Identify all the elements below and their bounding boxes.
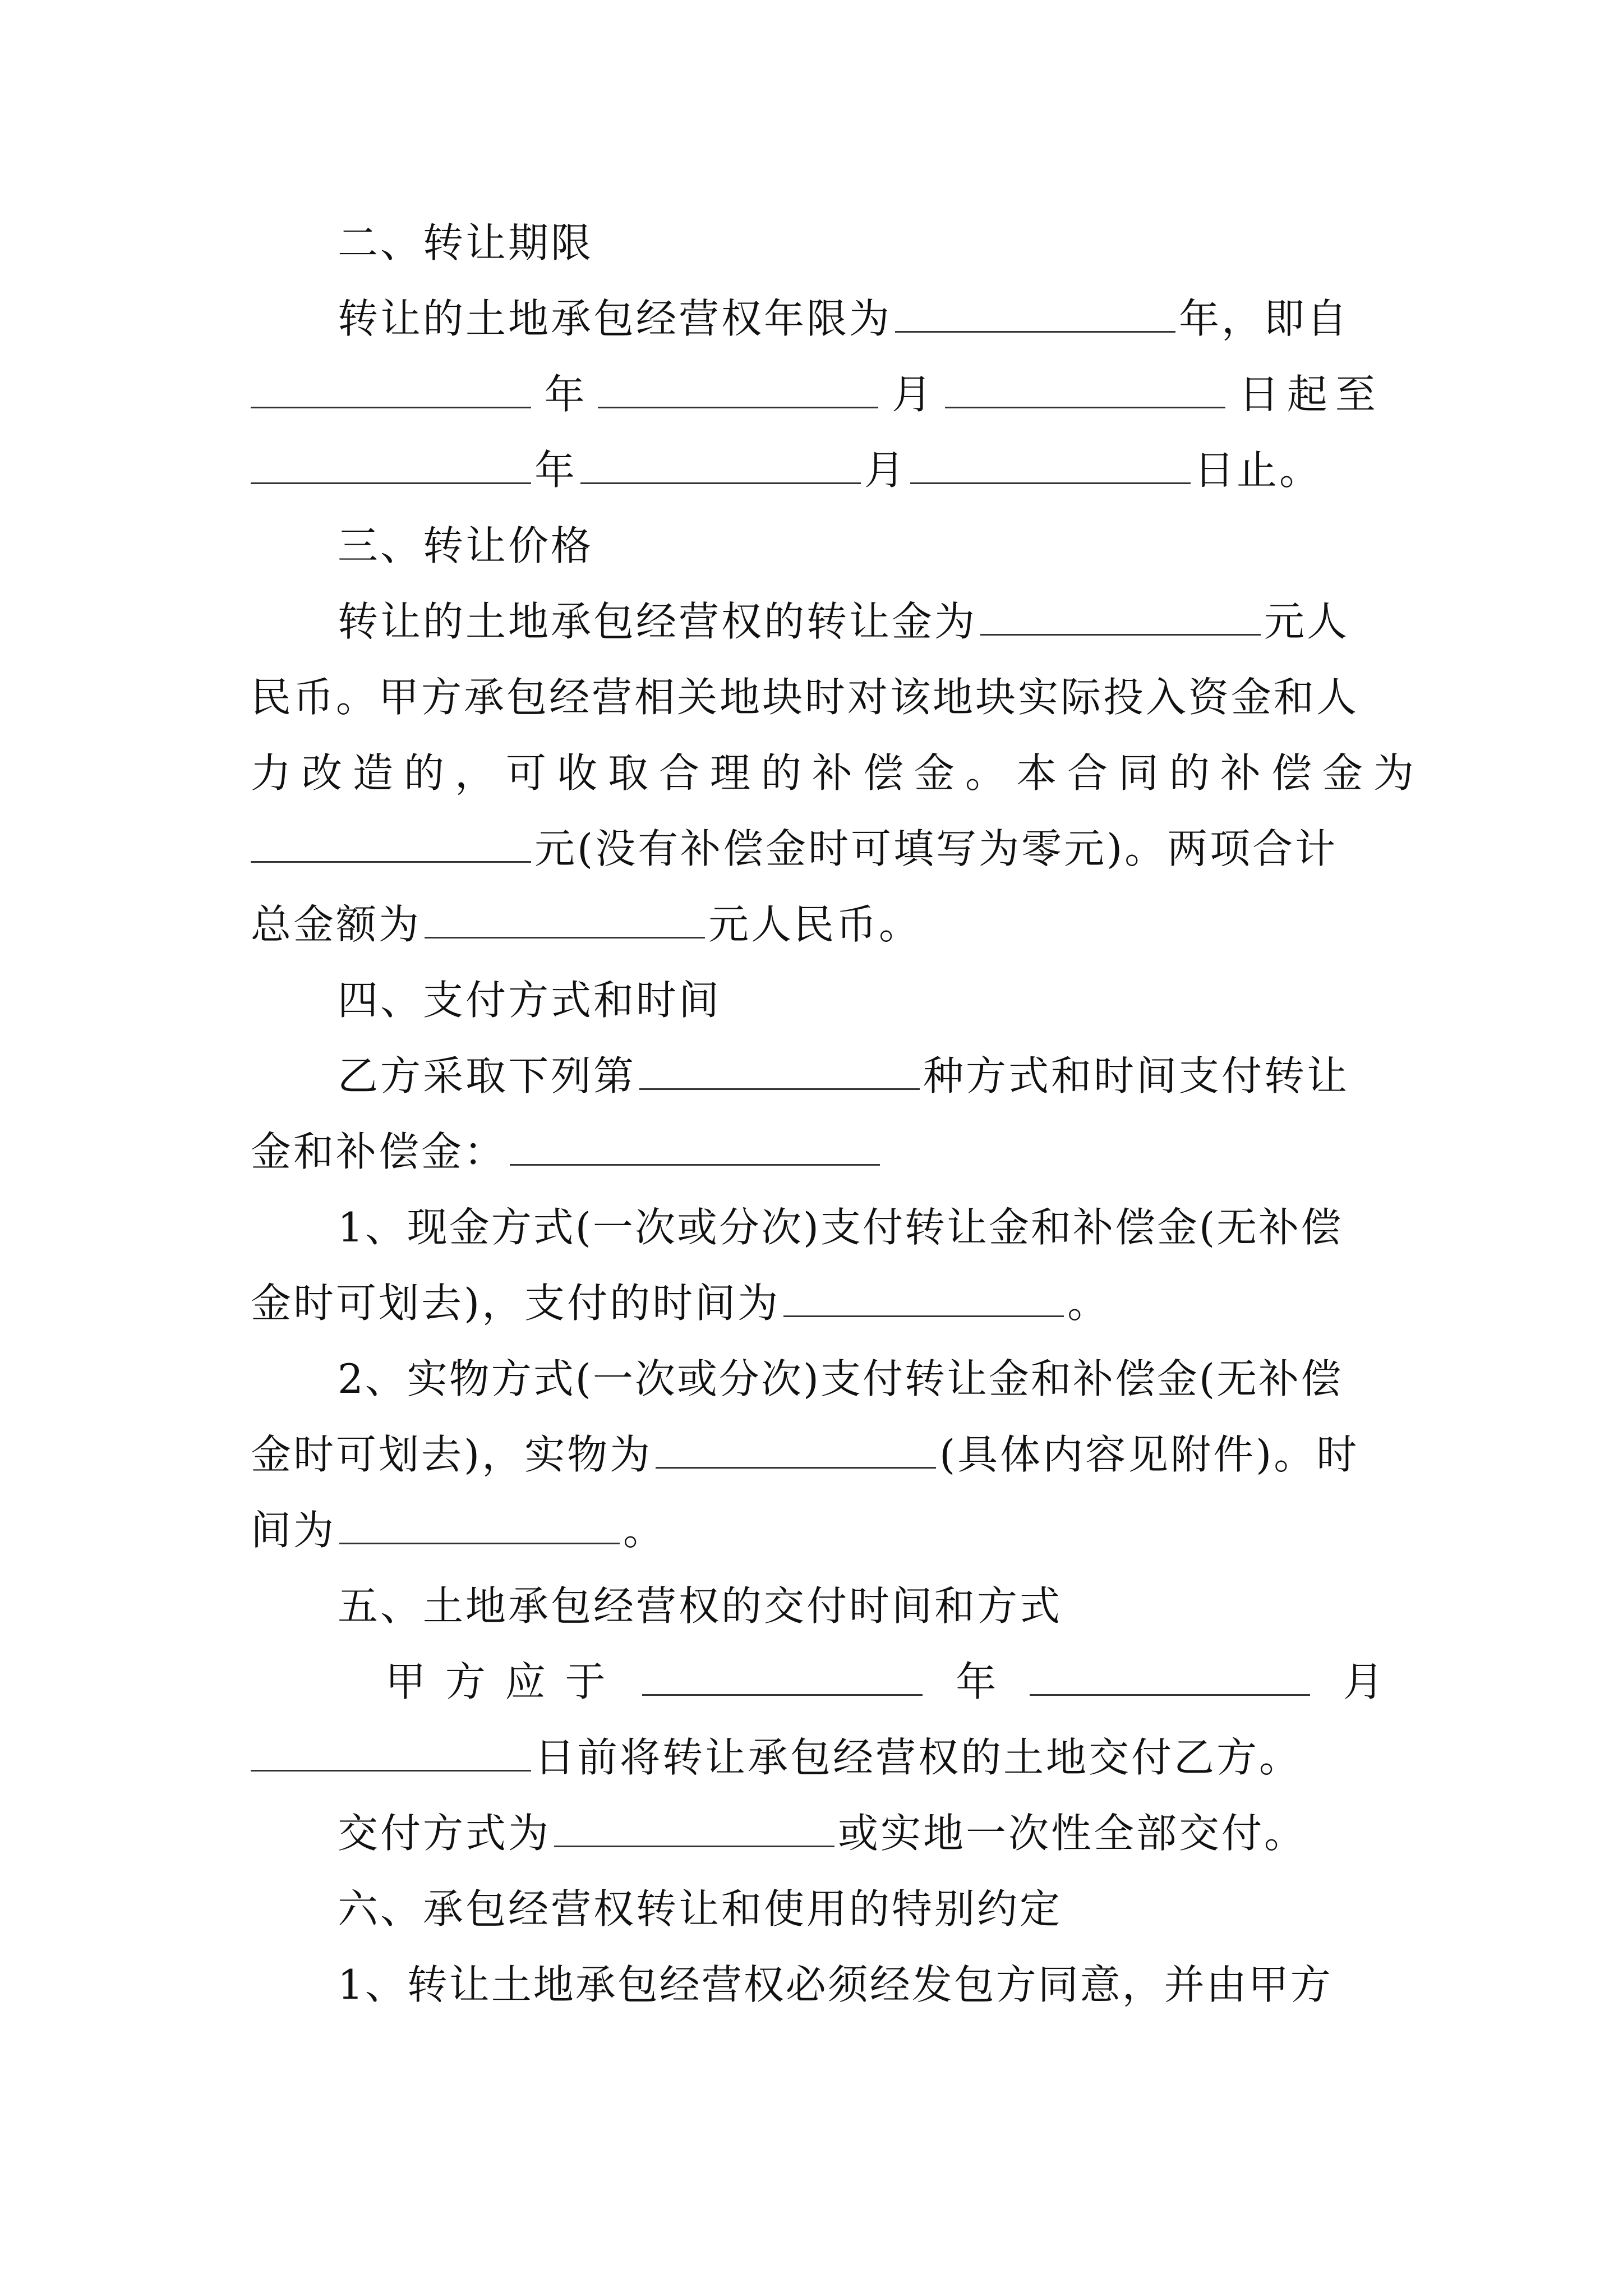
text: 日止。 <box>1194 447 1322 494</box>
blank-field[interactable] <box>639 1086 920 1090</box>
text: 五、土地承包经营权的交付时间和方式 <box>338 1582 1063 1630</box>
paragraph-line <box>251 735 1425 811</box>
paragraph-line <box>251 1341 1384 1417</box>
text: 1、现金方式(一次或分次)支付转让金和补偿金(无补偿 <box>338 1204 1343 1251</box>
paragraph-line <box>251 1719 1384 1796</box>
blank-field[interactable] <box>598 404 878 408</box>
blank-field[interactable] <box>251 480 531 484</box>
blank-field[interactable] <box>339 1540 620 1544</box>
blank-field[interactable] <box>945 404 1225 408</box>
section-heading-payment <box>251 962 1384 1038</box>
blank-field[interactable] <box>895 329 1175 333</box>
paragraph-line <box>251 1492 1384 1568</box>
text: 元(没有补偿金时可填写为零元)。两项合计 <box>534 825 1338 872</box>
text: 六、承包经营权转让和使用的特别约定 <box>338 1885 1063 1932</box>
text: 年，即自 <box>1179 295 1350 342</box>
text: 乙方采取下列第 <box>338 1052 637 1099</box>
blank-field[interactable] <box>910 480 1191 484</box>
blank-field[interactable] <box>783 1313 1064 1317</box>
paragraph-line <box>251 1947 1384 2023</box>
paragraph-line <box>251 583 1384 660</box>
paragraph-line <box>251 811 1384 887</box>
text: 间为 <box>251 1507 336 1554</box>
text: 月 <box>1343 1658 1384 1705</box>
blank-field[interactable] <box>1030 1692 1310 1696</box>
text: 1、转让土地承包经营权必须经发包方同意，并由甲方 <box>338 1961 1332 2008</box>
text: 二、转让期限 <box>338 219 594 266</box>
text: 日前将转让承包经营权的土地交付乙方。 <box>534 1734 1302 1781</box>
text: 种方式和时间支付转让 <box>923 1052 1350 1099</box>
paragraph-line <box>251 1644 1384 1720</box>
paragraph-line <box>251 432 1384 508</box>
text: 年 <box>956 1658 997 1705</box>
section-heading-special-terms <box>251 1871 1384 1947</box>
paragraph-line <box>251 356 1384 432</box>
paragraph-line <box>251 886 1384 963</box>
blank-field[interactable] <box>554 1843 834 1847</box>
text: 或实地一次性全部交付。 <box>838 1810 1307 1857</box>
text: 金时可划去)，支付的时间为 <box>251 1280 781 1327</box>
paragraph-line <box>251 280 1384 357</box>
blank-field[interactable] <box>251 859 531 863</box>
text: (具体内容见附件)。时 <box>939 1431 1359 1478</box>
text: 年 <box>534 447 578 494</box>
paragraph-line <box>251 1189 1384 1266</box>
paragraph-line <box>251 1114 1384 1190</box>
text: 总金额为 <box>251 901 422 948</box>
section-heading-price <box>251 508 1384 584</box>
paragraph-line <box>251 1416 1384 1493</box>
paragraph-line <box>251 1265 1384 1341</box>
text: 甲 方 应 于 <box>385 1658 609 1705</box>
text: 民币。甲方承包经营相关地块时对该地块实际投入资金和人 <box>251 674 1359 721</box>
section-heading-delivery <box>251 1568 1384 1644</box>
text: 月 <box>864 447 907 494</box>
text: 转让的土地承包经营权年限为 <box>338 295 892 342</box>
text: 日起至 <box>1238 371 1384 418</box>
paragraph-line <box>251 659 1384 735</box>
text: 力改造的，可收取合理的补偿金。本合同的补偿金为 <box>251 749 1425 797</box>
text: 。 <box>1067 1280 1110 1327</box>
text: 年 <box>544 371 585 418</box>
text: 交付方式为 <box>338 1810 551 1857</box>
blank-field[interactable] <box>251 1768 531 1772</box>
text: 。 <box>623 1507 666 1554</box>
blank-field[interactable] <box>251 404 531 408</box>
blank-field[interactable] <box>642 1692 923 1696</box>
paragraph-line <box>251 1795 1384 1871</box>
blank-field[interactable] <box>425 935 705 938</box>
paragraph-line <box>251 1038 1384 1114</box>
blank-field[interactable] <box>510 1162 880 1166</box>
text: 月 <box>891 371 932 418</box>
blank-field[interactable] <box>580 480 861 484</box>
text: 2、实物方式(一次或分次)支付转让金和补偿金(无补偿 <box>338 1355 1343 1402</box>
text: 金时可划去)，实物为 <box>251 1431 653 1478</box>
text: 四、支付方式和时间 <box>338 977 722 1024</box>
blank-field[interactable] <box>656 1465 936 1469</box>
text: 转让的土地承包经营权的转让金为 <box>338 598 978 645</box>
text: 金和补偿金： <box>251 1128 507 1175</box>
text: 三、转让价格 <box>338 522 594 569</box>
text: 元人民币。 <box>708 901 922 948</box>
blank-field[interactable] <box>980 632 1261 636</box>
text: 元人 <box>1264 598 1350 645</box>
section-heading-term <box>251 205 1384 281</box>
